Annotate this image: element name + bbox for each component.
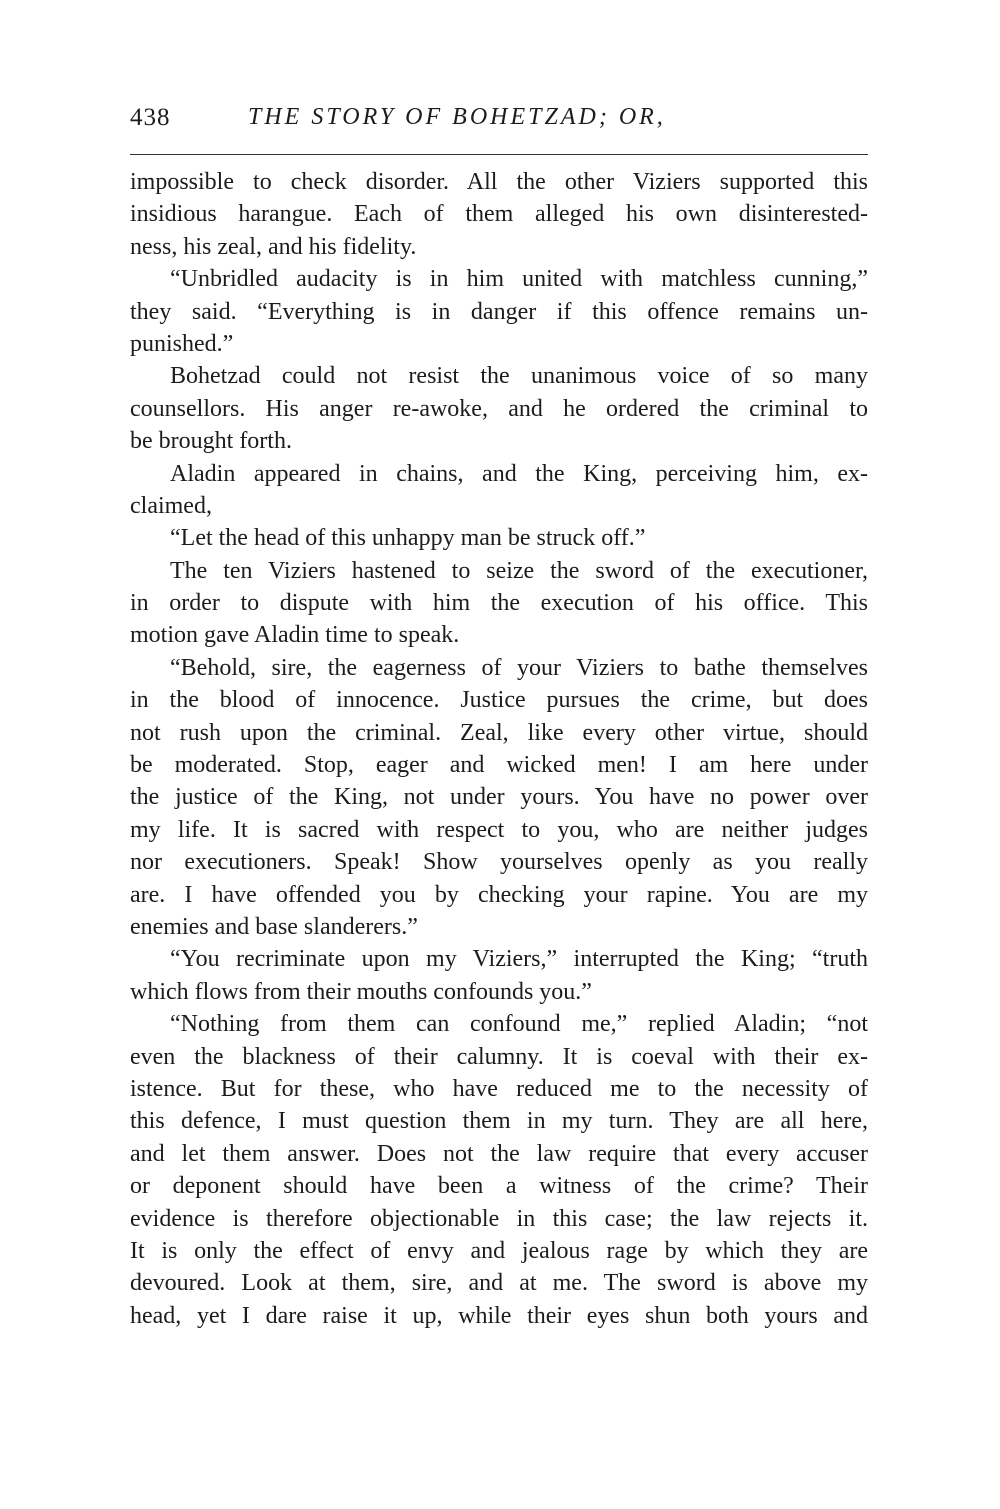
text-line: which flows from their mouths confounds you.” xyxy=(130,978,592,1005)
text-line: The ten Viziers hastened to seize the sword of the executioner, xyxy=(170,557,868,584)
page-header xyxy=(130,104,870,144)
text-line: ness, his zeal, and his fidelity. xyxy=(130,233,417,260)
running-title: THE STORY OF BOHETZAD; OR, xyxy=(248,104,666,130)
text-line: istence. But for these, who have reduced me to the necessity of xyxy=(130,1075,868,1102)
text-line: are. I have offended you by checking your rapine. You are my xyxy=(130,881,868,908)
text-line: be brought forth. xyxy=(130,428,292,455)
text-line: claimed, xyxy=(130,492,212,519)
text-line: “Nothing from them can confound me,” replied Aladin; “not xyxy=(170,1011,868,1038)
text-line: or deponent should have been a witness of the crime? Their xyxy=(130,1173,868,1200)
page-number: 438 xyxy=(130,104,171,131)
text-line: head, yet I dare raise it up, while their eyes shun both yours and xyxy=(130,1302,868,1329)
text-line: insidious harangue. Each of them alleged his own disinterested- xyxy=(130,201,868,228)
text-line: enemies and base slanderers.” xyxy=(130,913,418,940)
text-line: not rush upon the criminal. Zeal, like every other virtue, should xyxy=(130,719,868,746)
text-line: It is only the effect of envy and jealous rage by which they are xyxy=(130,1237,868,1264)
text-line: devoured. Look at them, sire, and at me. The sword is above my xyxy=(130,1270,868,1297)
text-line: nor executioners. Speak! Show yourselves openly as you really xyxy=(130,849,868,876)
text-line: even the blackness of their calumny. It is coeval with their ex- xyxy=(130,1043,868,1070)
text-line: in the blood of innocence. Justice pursues the crime, but does xyxy=(130,687,868,714)
text-line: this defence, I must question them in my turn. They are all here, xyxy=(130,1108,868,1135)
text-line: “You recriminate upon my Viziers,” interrupted the King; “truth xyxy=(170,946,868,973)
text-line: and let them answer. Does not the law require that every accuser xyxy=(130,1140,868,1167)
text-line: my life. It is sacred with respect to you, who are neither judges xyxy=(130,816,868,843)
text-line: be moderated. Stop, eager and wicked men! I am here under xyxy=(130,752,868,779)
body-text xyxy=(130,166,868,1332)
text-line: Bohetzad could not resist the unanimous voice of so many xyxy=(170,363,868,390)
text-line: impossible to check disorder. All the other Viziers supported this xyxy=(130,169,868,195)
text-line: they said. “Everything is in danger if this offence remains un- xyxy=(130,298,868,325)
text-line: “Unbridled audacity is in him united with matchless cunning,” xyxy=(170,266,868,293)
text-line: motion gave Aladin time to speak. xyxy=(130,622,460,649)
header-rule xyxy=(130,154,868,155)
text-line: Aladin appeared in chains, and the King, perceiving him, ex- xyxy=(170,460,868,487)
text-line: “Behold, sire, the eagerness of your Viziers to bathe themselves xyxy=(170,654,868,681)
text-line: in order to dispute with him the execution of his office. This xyxy=(130,590,868,617)
text-line: counsellors. His anger re-awoke, and he ordered the criminal to xyxy=(130,395,868,422)
text-line: “Let the head of this unhappy man be struck off.” xyxy=(170,525,646,552)
text-line: punished.” xyxy=(130,330,234,357)
text-line: the justice of the King, not under yours. You have no power over xyxy=(130,784,868,811)
text-line: evidence is therefore objectionable in this case; the law rejects it. xyxy=(130,1205,868,1232)
